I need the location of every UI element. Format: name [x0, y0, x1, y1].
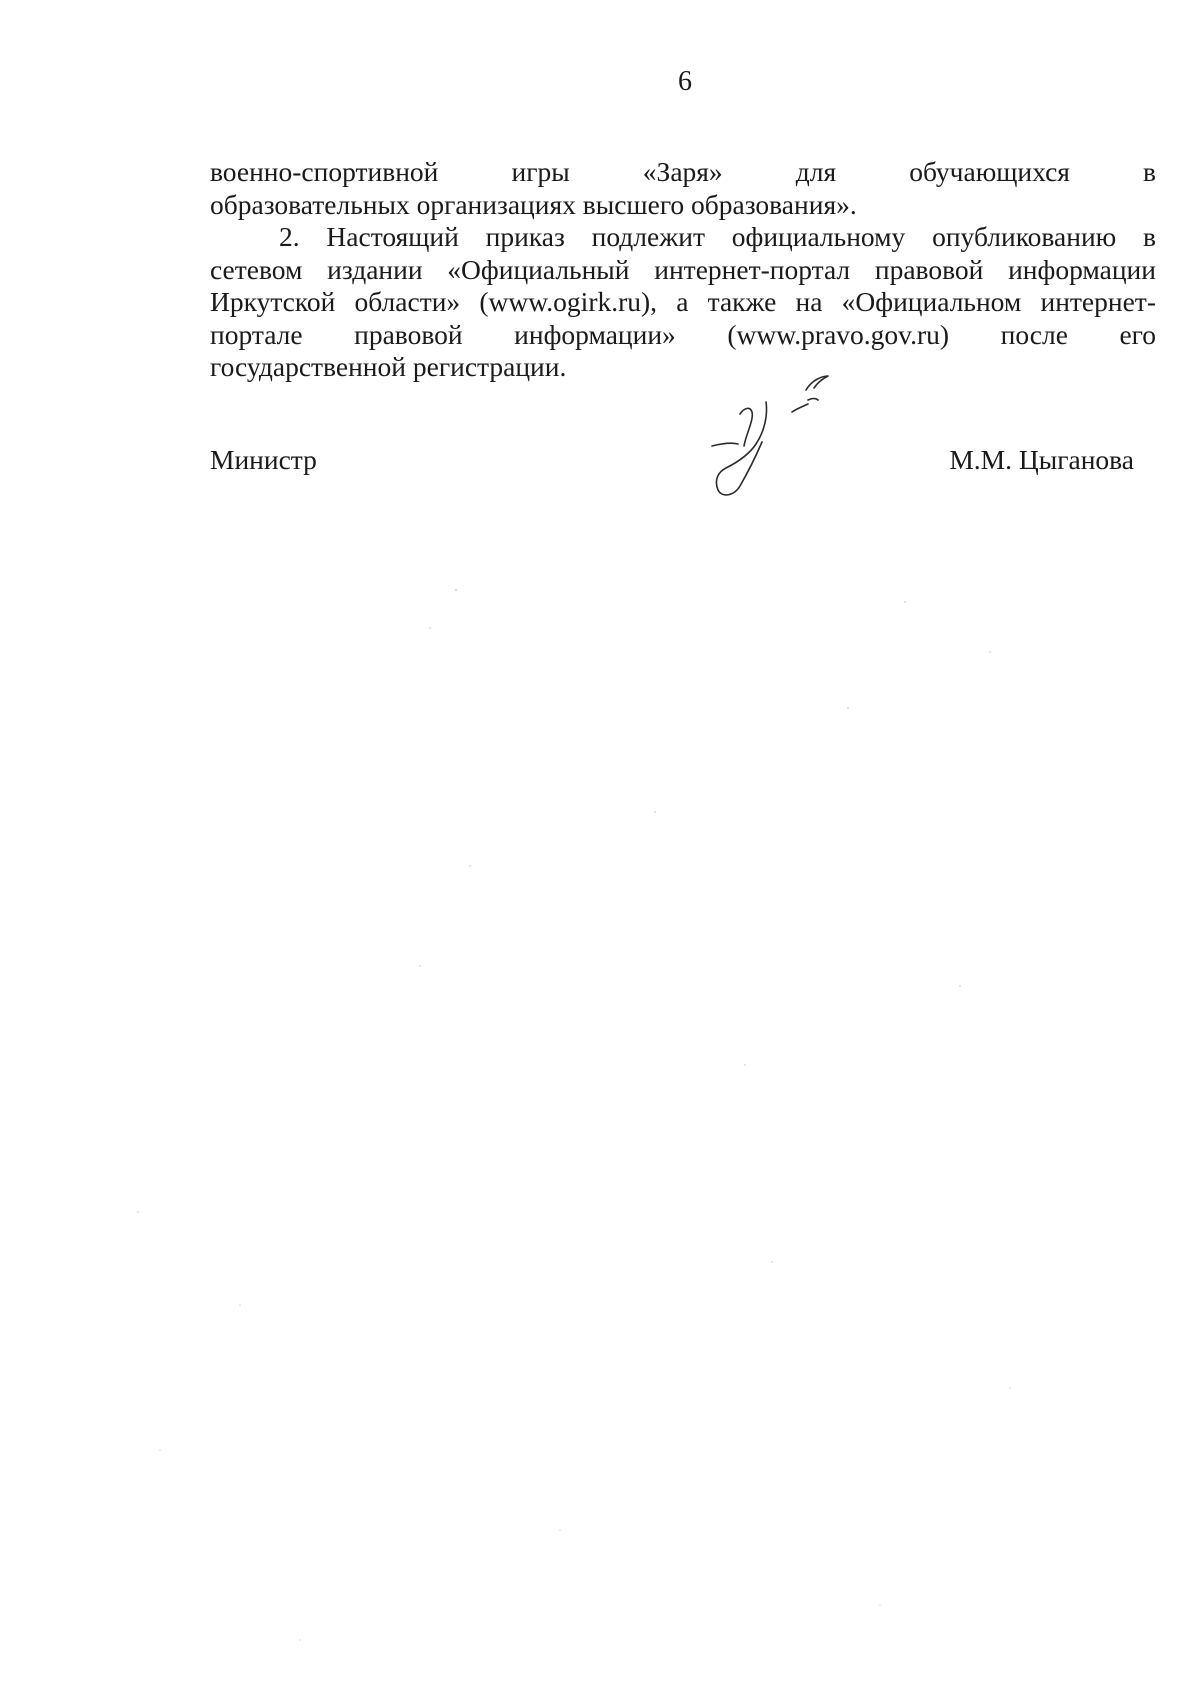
handwritten-signature	[708, 372, 888, 512]
signatory-name: М.М. Цыганова	[949, 444, 1134, 475]
paragraph-2-line-1: 2. Настоящий приказ подлежит официальному опубликованию в	[279, 221, 1156, 252]
paragraph-2-line-3: Иркутской области» (www.ogirk.ru), а также на «Официальном интернет-	[210, 286, 1156, 317]
paragraph-2-line-5: государственной регистрации.	[210, 351, 567, 382]
paragraph-1-line-1: военно-спортивной игры «Заря» для обучающихся в	[210, 156, 1157, 187]
paragraph-1-line-2: образовательных организациях высшего образования».	[210, 188, 857, 220]
page-number: 6	[678, 66, 692, 97]
paragraph-2-line-4: портале правовой информации» (www.pravo.gov.ru) после его	[210, 318, 1156, 350]
paragraph-continuation	[210, 156, 1156, 221]
paragraph-2-line-2: сетевом издании «Официальный интернет-портал правовой информации	[210, 253, 1156, 285]
paragraph-publication-clause	[210, 221, 1156, 384]
signature-block	[210, 444, 1134, 480]
signatory-position: Министр	[210, 444, 317, 475]
